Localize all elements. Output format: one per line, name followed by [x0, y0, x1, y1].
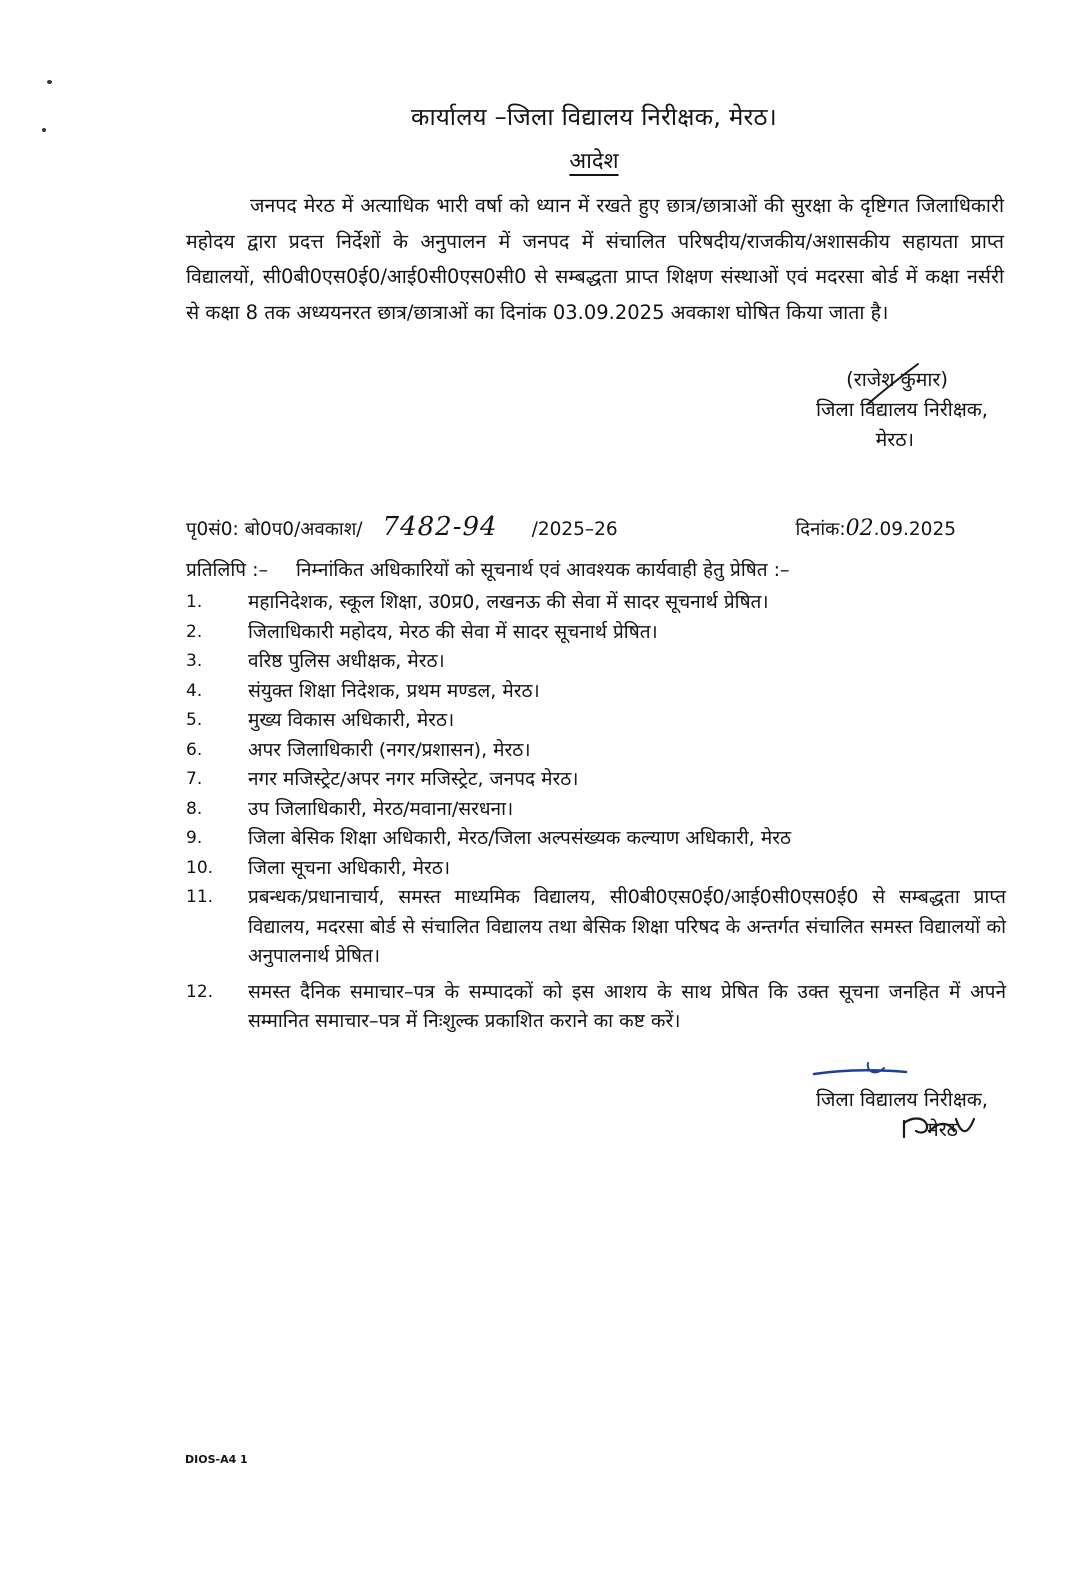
reference-line	[186, 512, 956, 542]
date-day: 02	[845, 516, 874, 541]
handwritten-initials	[900, 1113, 978, 1143]
item-text: जिला सूचना अधिकारी, मेरठ।	[248, 856, 451, 879]
list-item	[186, 618, 1006, 648]
item-text: अपर जिलाधिकारी (नगर/प्रशासन), मेरठ।	[248, 738, 531, 761]
item-text: नगर मजिस्ट्रेट/अपर नगर मजिस्ट्रेट, जनपद मेरठ।	[248, 768, 579, 790]
item-number: 9.	[186, 828, 203, 848]
order-body	[186, 188, 1004, 330]
item-number: 8.	[186, 798, 203, 819]
reference-year: /2025–26	[531, 519, 618, 540]
list-item	[186, 824, 1006, 854]
office-title: कार्यालय –जिला विद्यालय निरीक्षक, मेरठ।	[411, 103, 777, 131]
item-number: 1.	[186, 592, 203, 612]
item-number: 3.	[186, 651, 203, 671]
item-number: 4.	[186, 680, 203, 701]
item-text: वरिष्ठ पुलिस अधीक्षक, मेरठ।	[248, 650, 445, 672]
list-item	[186, 978, 1006, 1037]
scan-speck	[47, 80, 52, 84]
item-text: मुख्य विकास अधिकारी, मेरठ।	[248, 709, 455, 731]
copy-intro-text: निम्नांकित अधिकारियों को सूचनार्थ एवं आवश्यक कार्यवाही हेतु प्रेषित :–	[296, 559, 790, 581]
date-label: दिनांक:	[795, 519, 846, 540]
item-text: उप जिलाधिकारी, मेरठ/मवाना/सरधना।	[248, 797, 514, 820]
copy-label: प्रतिलिपि :–	[186, 559, 269, 581]
item-text: संयुक्त शिक्षा निदेशक, प्रथम मण्डल, मेरठ।	[248, 679, 540, 702]
item-number: 5.	[186, 710, 203, 730]
item-text: महानिदेशक, स्कूल शिक्षा, उ0प्र0, लखनऊ की सेवा में सादर सूचनार्थ प्रेषित।	[248, 591, 769, 613]
list-item	[186, 677, 1006, 707]
item-number: 6.	[186, 739, 203, 760]
item-text: समस्त दैनिक समाचार–पत्र के सम्पादकों को इस आशय के साथ प्रेषित कि उक्त सूचना जनहित में अपने सम्मानित समाचार–पत्र में निःशुल्क प्रकाशित कराने का कष्ट करें।	[248, 980, 1006, 1032]
signatory-name: (राजेश कुमार)	[846, 368, 948, 391]
reference-date	[795, 516, 956, 541]
signatory-designation: जिला विद्यालय निरीक्षक,	[815, 398, 988, 421]
item-number: 11.	[186, 887, 214, 907]
signatory-place: मेरठ।	[875, 428, 914, 451]
order-heading: आदेश	[569, 149, 619, 174]
item-text: प्रबन्धक/प्रधानाचार्य, समस्त माध्यमिक विद्यालय, सी0बी0एस0ई0/आई0सी0एस0ई0 से सम्बद्धता प्राप्त विद्यालय, मदरसा बोर्ड से संचालित विद्यालय तथा बेसिक शिक्षा परिषद के अन्तर्गत संचालित समस्त विद्यालयों को अनुपालनार्थ प्रेषित।	[248, 886, 1006, 967]
recipient-list	[186, 588, 1006, 1037]
footer-code: DIOS-A4 1	[185, 1453, 248, 1466]
list-item	[186, 854, 1006, 884]
copy-intro	[186, 556, 1006, 582]
item-number: 7.	[186, 769, 203, 789]
item-number: 12.	[186, 981, 214, 1002]
list-item	[186, 765, 1006, 795]
list-item	[186, 706, 1006, 736]
closing-designation: जिला विद्यालय निरीक्षक,	[815, 1088, 988, 1111]
closing-place: मेरठ	[927, 1118, 958, 1141]
reference-number: 7482-94	[382, 512, 498, 542]
list-item	[186, 883, 1006, 972]
signature-block	[816, 365, 988, 455]
item-text: जिलाधिकारी महोदय, मेरठ की सेवा में सादर सूचनार्थ प्रेषित।	[248, 620, 658, 643]
reference-prefix: पृ0सं0: बो0प0/अवकाश/	[186, 519, 363, 540]
item-number: 2.	[186, 621, 203, 642]
list-item	[186, 795, 1006, 825]
date-rest: .09.2025	[873, 519, 956, 540]
order-text: जनपद मेरठ में अत्याधिक भारी वर्षा को ध्यान में रखते हुए छात्र/छात्राओं की सुरक्षा के दृष्टिगत जिलाधिकारी महोदय द्वारा प्रदत्त निर्देशों के अनुपालन में जनपद में संचालित परिषदीय/राजकीय/अशासकीय सहायता प्राप्त विद्यालयों, सी0बी0एस0ई0/आई0सी0एस0सी0 से सम्बद्धता प्राप्त शिक्षण संस्थाओं एवं मदरसा बोर्ड में कक्षा नर्सरी से कक्षा 8 तक अध्ययनरत छात्र/छात्राओं का दिनांक 03.09.2025 अवकाश घोषित किया जाता है।	[186, 194, 1004, 324]
list-item	[186, 588, 1006, 618]
list-item	[186, 736, 1006, 766]
list-item	[186, 647, 1006, 677]
item-text: जिला बेसिक शिक्षा अधिकारी, मेरठ/जिला अल्पसंख्यक कल्याण अधिकारी, मेरठ	[248, 827, 792, 849]
item-number: 10.	[186, 857, 214, 878]
